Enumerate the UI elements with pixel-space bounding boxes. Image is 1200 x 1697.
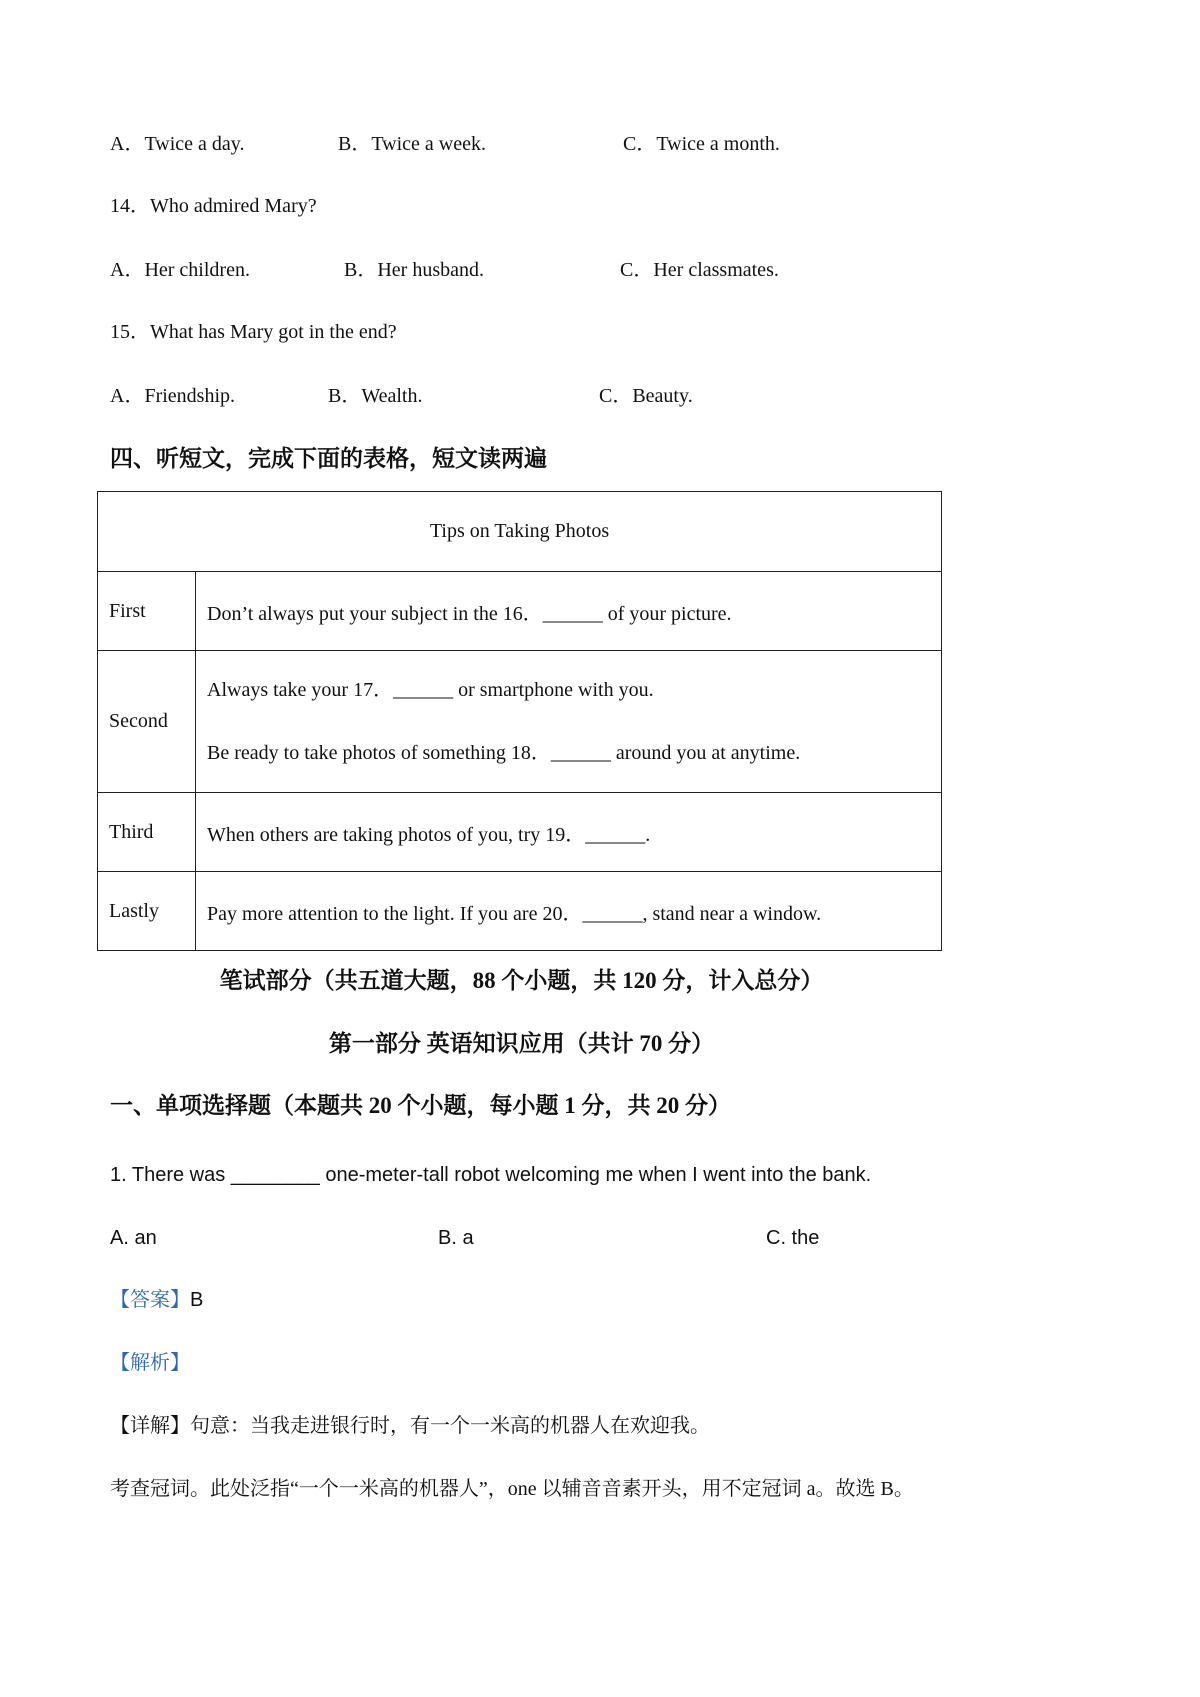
row-text-second-1: Always take your 17．______ or smartphone with you. [207,679,654,701]
q15-option-b: B．Wealth. [328,385,423,407]
section1-heading: 一、单项选择题（本题共 20 个小题，每小题 1 分，共 20 分） [110,1093,731,1118]
q15-option-a: A．Friendship. [110,385,235,407]
table-row [98,651,942,793]
row-label-second: Second [98,651,196,793]
part1-title: 第一部分 英语知识应用（共计 70 分） [328,1031,715,1056]
q13-option-a: A．Twice a day. [110,133,245,155]
table-row [98,793,942,872]
table-row [98,572,942,651]
q14-option-c: C．Her classmates. [620,259,779,281]
q14-question: 14．Who admired Mary? [110,195,317,217]
table-title: Tips on Taking Photos [98,492,942,572]
row-text-first: Don’t always put your subject in the 16．______ of your picture. [196,572,942,651]
row-text-third: When others are taking photos of you, try 19．______. [196,793,942,872]
q15-question: 15．What has Mary got in the end? [110,321,397,343]
row-label-first: First [98,572,196,651]
q1-option-b: B. a [438,1227,474,1249]
row-label-lastly: Lastly [98,872,196,951]
q1-option-a: A. an [110,1227,157,1249]
analysis-tag: 【解析】 [110,1352,190,1374]
table-row [98,872,942,951]
q13-option-b: B．Twice a week. [338,133,486,155]
tips-table [97,491,942,951]
answer-line [110,1286,203,1314]
q1-question: 1. There was ________ one-meter-tall robot welcoming me when I went into the bank. [110,1164,872,1186]
answer-tag: 【答案】 [110,1289,190,1311]
written-part-title: 笔试部分（共五道大题，88 个小题，共 120 分，计入总分） [219,968,824,993]
row-cell-second [196,651,942,793]
q15-option-c: C．Beauty. [599,385,693,407]
q1-option-c: C. the [766,1227,820,1249]
detail-text: 【详解】句意：当我走进银行时，有一个一米高的机器人在欢迎我。 [110,1415,710,1437]
section4-heading: 四、听短文，完成下面的表格，短文读两遍 [110,446,547,471]
q14-option-b: B．Her husband. [344,259,484,281]
q13-option-c: C．Twice a month. [623,133,780,155]
row-label-third: Third [98,793,196,872]
answer-value: B [190,1289,204,1311]
row-text-lastly: Pay more attention to the light. If you are 20．______, stand near a window. [196,872,942,951]
explanation-text: 考查冠词。此处泛指“一个一米高的机器人”，one 以辅音音素开头，用不定冠词 a。故选 B。 [110,1478,914,1500]
row-text-second-2: Be ready to take photos of something 18．______ around you at anytime. [207,742,801,764]
q14-option-a: A．Her children. [110,259,250,281]
